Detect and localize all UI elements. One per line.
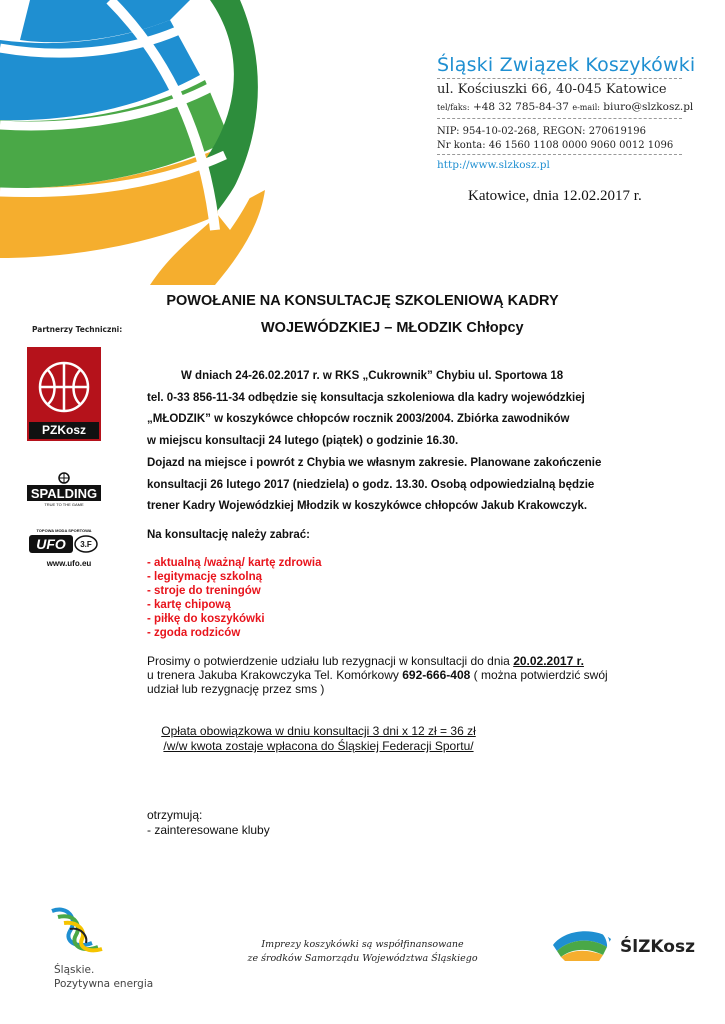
recipients — [147, 808, 270, 838]
request-text: Prosimy o potwierdzenie udziału lub rezygnacji w konsultacji do dnia — [147, 654, 514, 668]
slzkosz-footer-logo — [551, 925, 616, 961]
list-item: - piłkę do koszykówki — [147, 613, 265, 625]
ufo-badge: 3.F — [80, 540, 92, 549]
document-title-line1: POWOŁANIE NA KONSULTACJĘ SZKOLENIOWĄ KADRY — [166, 293, 559, 309]
list-item: - zgoda rodziców — [147, 627, 241, 639]
pzkosz-label: PZKosz — [29, 422, 99, 439]
cofunding-note — [0, 938, 725, 966]
nip-regon: NIP: 954-10-02-268, REGON: 270619196 — [437, 126, 646, 137]
list-item: - kartę chipową — [147, 599, 231, 611]
cofunding-line: Imprezy koszykówki są współfinansowane — [261, 939, 464, 950]
document-date: Katowice, dnia 12.02.2017 r. — [468, 188, 642, 204]
document-title-line2: WOJEWÓDZKIEJ – MŁODZIK Chłopcy — [261, 320, 524, 336]
request-text: u trenera Jakuba Krakowczyka Tel. Komórkowy — [147, 668, 403, 683]
list-item: - stroje do treningów — [147, 585, 261, 597]
ufo-wordmark: UFO — [36, 536, 66, 552]
slaskie-line2: Pozytywna energia — [54, 978, 154, 990]
request-deadline: 20.02.2017 r. — [513, 654, 584, 668]
slzkosz-wordmark: ŚlZKosz — [620, 937, 695, 957]
header-divider — [437, 118, 682, 119]
request-text: ( można potwierdzić swój — [470, 668, 608, 683]
paragraph-line: „MŁODZIK” w koszykówce chłopców rocznik 2003/2004. Zbiórka zawodników — [147, 413, 570, 426]
coach-phone: 692-666-408 — [402, 668, 471, 683]
bring-list — [147, 556, 321, 640]
announcement-paragraph — [147, 366, 647, 518]
ufo-tagline: TOPOWA MODA SPORTOWA — [36, 528, 92, 533]
paragraph-line: W dniach 24-26.02.2017 r. w RKS „Cukrownik” Chybiu ul. Sportowa 18 — [181, 370, 564, 382]
header-divider — [437, 154, 682, 155]
org-name: Śląski Związek Koszykówki — [437, 54, 696, 76]
slaskie-caption — [54, 963, 153, 991]
email-label: e-mail: — [572, 103, 600, 112]
bank-account: Nr konta: 46 1560 1108 0000 9060 0012 1096 — [437, 140, 674, 151]
phone-label: tel/faks: — [437, 103, 470, 112]
partners-label: Partnerzy Techniczni: — [32, 325, 123, 334]
email-address[interactable]: biuro@slzkosz.pl — [603, 101, 694, 113]
org-address: ul. Kościuszki 66, 40-045 Katowice — [437, 82, 667, 97]
header-divider — [437, 78, 682, 79]
org-registration — [437, 125, 673, 153]
spalding-tagline: TRUE TO THE GAME — [44, 502, 84, 507]
slzkosz-ball-logo — [0, 0, 300, 285]
spalding-logo — [27, 472, 101, 508]
paragraph-line: Dojazd na miejsce i powrót z Chybia we własnym zakresie. Planowane zakończenie — [147, 456, 602, 469]
spalding-wordmark: SPALDING — [30, 486, 98, 501]
paragraph-line: konsultacji 26 lutego 2017 (niedziela) o godz. 13.30. Osobą odpowiedzialną będzie — [147, 478, 595, 491]
ufo-logo — [27, 528, 101, 572]
fee-line: /w/w kwota zostaje wpłacona do Śląskiej Federacji Sportu/ — [163, 739, 474, 753]
org-contact — [437, 101, 693, 113]
confirmation-request — [147, 654, 647, 697]
phone-number: +48 32 785-84-37 — [472, 101, 569, 113]
paragraph-line: trener Kadry Wojewódzkiej Młodzik w koszykówce chłopców Jakub Krakowczyk. — [147, 500, 588, 513]
list-item: - aktualną /ważną/ kartę zdrowia — [147, 557, 322, 569]
fee-line: Opłata obowiązkowa w dniu konsultacji 3 dni x 12 zł = 36 zł — [161, 724, 476, 738]
request-text: udział lub rezygnację przez sms ) — [147, 682, 325, 697]
cofunding-line: ze środków Samorządu Województwa Śląskiego — [247, 953, 478, 964]
pzkosz-logo — [27, 347, 101, 441]
paragraph-line: tel. 0-33 856-11-34 odbędzie się konsultacja szkoleniowa dla kadry wojewódzkiej — [147, 391, 585, 404]
paragraph-line: w miejscu konsultacji 24 lutego (piątek) o godzinie 16.30. — [147, 435, 459, 448]
recipients-label: otrzymują: — [147, 808, 203, 822]
list-item: - legitymację szkolną — [147, 571, 263, 583]
website-link[interactable]: http://www.slzkosz.pl — [437, 159, 550, 171]
slaskie-line1: Śląskie. — [54, 964, 95, 976]
bring-heading: Na konsultację należy zabrać: — [147, 529, 310, 541]
ufo-url: www.ufo.eu — [46, 559, 92, 568]
basketball-icon — [27, 347, 101, 423]
fee-note — [0, 724, 725, 754]
recipients-item: - zainteresowane kluby — [147, 823, 270, 837]
